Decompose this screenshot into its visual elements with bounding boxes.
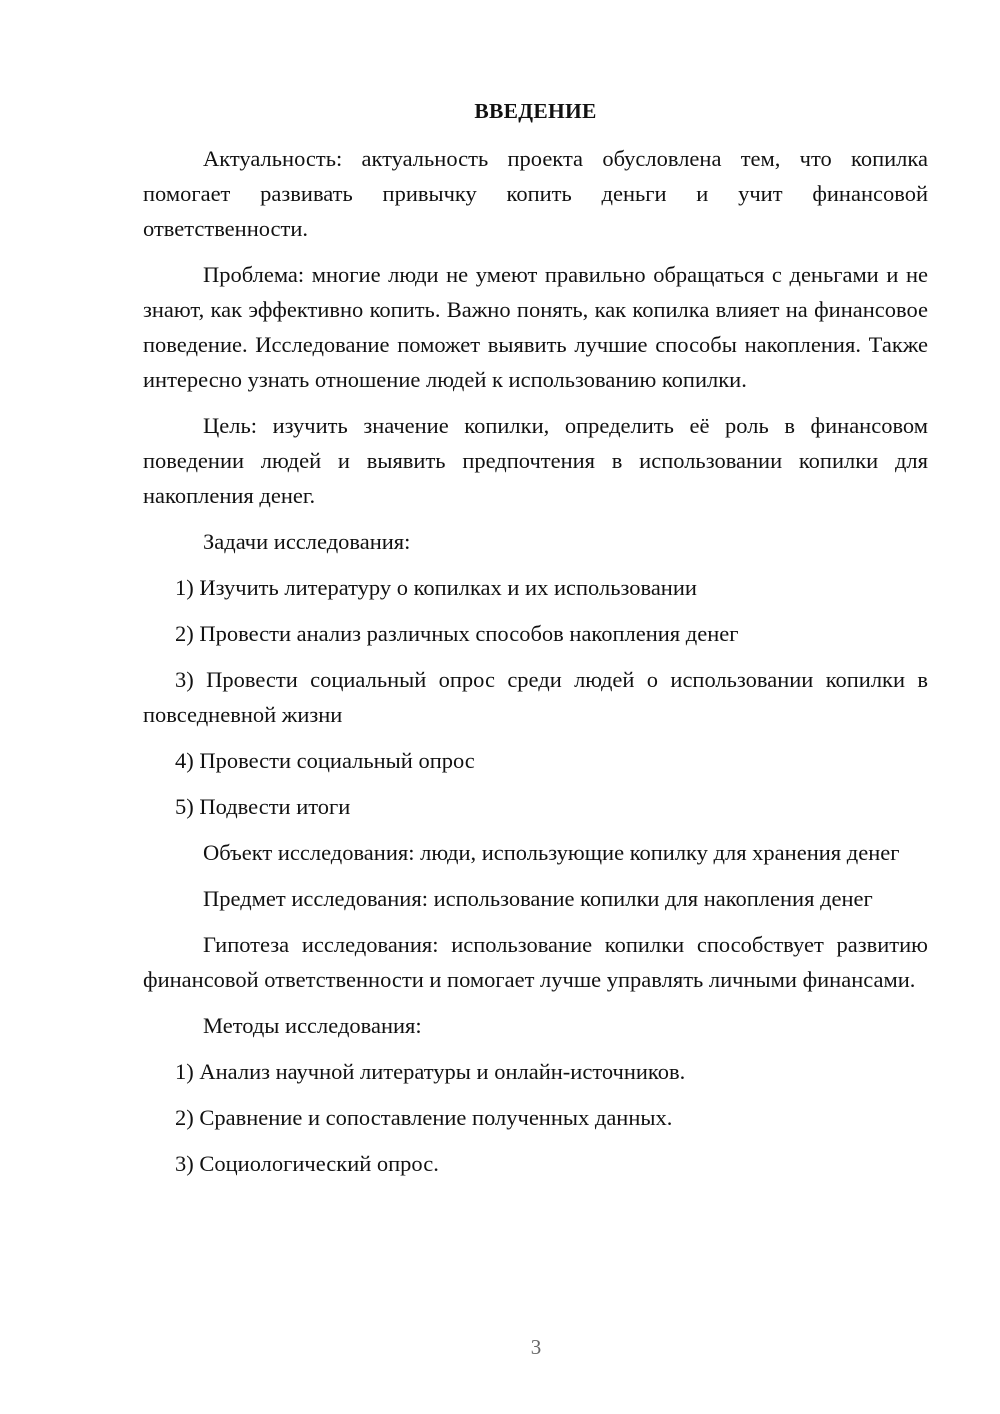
document-body bbox=[143, 97, 928, 1192]
page-number: 3 bbox=[530, 1335, 542, 1359]
task-item: 3) Провести социальный опрос среди людей о использовании копилки в повседневной жизни bbox=[143, 667, 928, 727]
task-item: 5) Подвести итоги bbox=[175, 794, 351, 819]
hypothesis-paragraph: Гипотеза исследования: использование копилки способствует развитию финансовой ответственности и помогает лучше управлять личными финансами. bbox=[143, 932, 928, 992]
relevance-paragraph: Актуальность: актуальность проекта обусловлена тем, что копилка помогает развивать привычку копить деньги и учит финансовой ответственности. bbox=[143, 146, 928, 241]
goal-paragraph: Цель: изучить значение копилки, определить её роль в финансовом поведении людей и выявить предпочтения в использовании копилки для накопления денег. bbox=[143, 413, 928, 508]
methods-label: Методы исследования: bbox=[203, 1013, 422, 1038]
section-heading: ВВЕДЕНИЕ bbox=[474, 99, 597, 123]
tasks-list bbox=[143, 570, 928, 824]
subject-paragraph: Предмет исследования: использование копилки для накопления денег bbox=[203, 886, 873, 911]
task-item: 2) Провести анализ различных способов накопления денег bbox=[175, 621, 739, 646]
task-item: 4) Провести социальный опрос bbox=[175, 748, 475, 773]
problem-paragraph: Проблема: многие люди не умеют правильно обращаться с деньгами и не знают, как эффективно копить. Важно понять, как копилка влияет на финансовое поведение. Исследование поможет выявить лучшие способы накопления. Также интересно узнать отношение людей к использованию копилки. bbox=[143, 262, 928, 392]
method-item: 3) Социологический опрос. bbox=[175, 1151, 439, 1176]
methods-list bbox=[143, 1054, 928, 1181]
method-item: 1) Анализ научной литературы и онлайн-источников. bbox=[175, 1059, 686, 1084]
tasks-label: Задачи исследования: bbox=[203, 529, 411, 554]
task-item: 1) Изучить литературу о копилках и их использовании bbox=[175, 575, 697, 600]
method-item: 2) Сравнение и сопоставление полученных данных. bbox=[175, 1105, 673, 1130]
object-paragraph: Объект исследования: люди, использующие копилку для хранения денег bbox=[203, 840, 900, 865]
